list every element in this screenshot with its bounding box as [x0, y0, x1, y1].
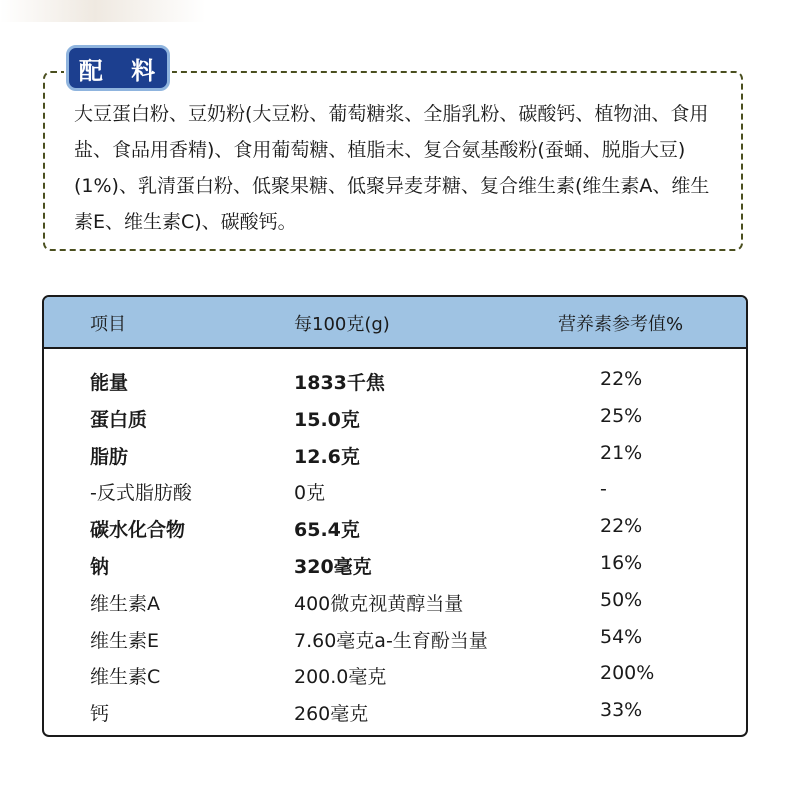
row-item: 维生素A [90, 592, 160, 615]
row-per100g: 12.6克 [294, 445, 360, 468]
row-per100g: 320毫克 [294, 555, 372, 578]
row-nrv: 50% [600, 588, 643, 611]
row-per100g: 65.4克 [294, 519, 360, 542]
row-nrv: 22% [600, 368, 643, 390]
row-per100g: 0克 [294, 482, 326, 505]
row-nrv: 54% [600, 625, 643, 648]
row-per100g: 200.0毫克 [294, 666, 387, 689]
table-row [44, 511, 746, 548]
table-row [44, 695, 746, 732]
table-row [44, 585, 746, 622]
row-item: 能量 [90, 372, 129, 394]
row-item: 蛋白质 [90, 408, 148, 431]
top-decoration [0, 0, 790, 22]
row-nrv: - [600, 478, 607, 501]
row-item: 碳水化合物 [90, 519, 186, 542]
row-item: 钙 [90, 703, 110, 726]
table-row [44, 438, 746, 475]
table-row [44, 622, 746, 659]
row-nrv: 25% [600, 404, 643, 427]
nutrition-header [44, 297, 746, 349]
table-row [44, 364, 746, 401]
row-nrv: 33% [600, 699, 643, 722]
row-nrv: 16% [600, 551, 643, 574]
nutrition-table [42, 295, 748, 737]
table-row [44, 548, 746, 585]
row-per100g: 15.0克 [294, 408, 360, 431]
ingredients-title: 配 料 [66, 45, 170, 91]
row-per100g: 1833千焦 [294, 372, 385, 394]
header-nrv: 营养素参考值% [558, 314, 684, 335]
table-row [44, 401, 746, 438]
header-per100g: 每100克(g) [294, 314, 390, 335]
row-item: 维生素E [90, 629, 160, 652]
row-item: 钠 [90, 555, 110, 578]
row-nrv: 200% [600, 662, 655, 685]
nutrition-body [44, 349, 746, 732]
header-item: 项目 [90, 314, 126, 335]
row-per100g: 260毫克 [294, 703, 369, 726]
row-per100g: 7.60毫克a-生育酚当量 [294, 629, 488, 652]
row-item: 维生素C [90, 666, 161, 689]
row-per100g: 400微克视黄醇当量 [294, 592, 464, 615]
row-nrv: 22% [600, 515, 643, 538]
row-item: 脂肪 [90, 445, 129, 468]
row-item: -反式脂肪酸 [90, 482, 192, 505]
table-row [44, 474, 746, 511]
table-row [44, 658, 746, 695]
row-nrv: 21% [600, 441, 643, 464]
ingredients-text: 大豆蛋白粉、豆奶粉(大豆粉、葡萄糖浆、全脂乳粉、碳酸钙、植物油、食用盐、食品用香精)、食用葡萄糖、植脂末、复合氨基酸粉(蚕蛹、脱脂大豆)(1%)、乳清蛋白粉、低聚果糖、低聚异麦芽糖、复合维生素(维生素A、维生素E、维生素C)、碳酸钙。 [74, 103, 710, 233]
